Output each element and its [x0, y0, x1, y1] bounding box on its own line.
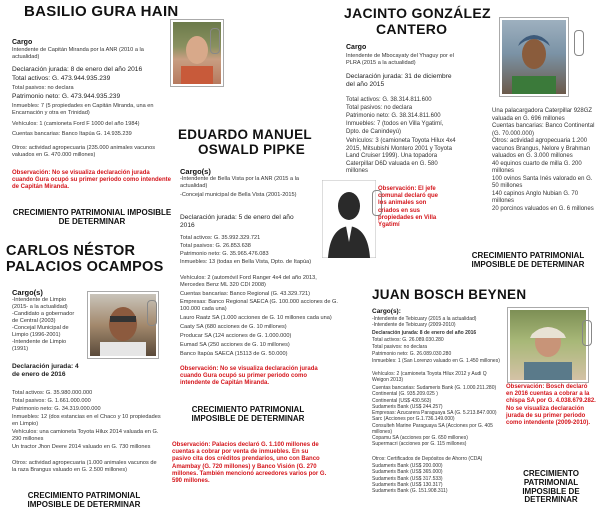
juan-cargo-list — [372, 316, 502, 329]
card-carlos — [4, 240, 164, 517]
juan-cuenta: Continental (G. 935.209.025 ) — [372, 391, 438, 398]
basilio-cuentas: Cuentas bancarias: Banco Itapúa G. 14.935.239 — [12, 131, 132, 137]
jacinto-declaracion: Declaración jurada: 31 de diciembre del año 2015 — [346, 73, 452, 88]
eduardo-observacion2: Observación: Palacios declaró G. 1.100 millones de cuentas a cobrar por venta de inmuebles. En su pasivo cita dos créditos prendarios, uno con Banco Amambay (G. 720 millones) y Banco Visión (G. 270 millones. También mencionó acreedores varios por G. 590 millones. — [172, 442, 327, 484]
carlos-otros: Otros: actividad agropecuaria (1.000 animales vacunos de la raza Brangus valuado en G. 2.500 millones) — [12, 460, 157, 473]
paperclip-icon — [210, 28, 220, 54]
jacinto-right-line: 40 equinos cuarto de milla G. 200 millones — [492, 160, 582, 174]
eduardo-cargo-label: Cargo(s) — [180, 167, 211, 176]
eduardo-accion: Producar SA (124 acciones de G. 1.000.000) — [180, 332, 292, 339]
carlos-name-line1: CARLOS NÉSTOR — [6, 243, 136, 259]
eduardo-accion: Eumad SA (250 acciones de G. 10 millones) — [180, 341, 290, 348]
carlos-patrimonio: Patrimonio neto: G. 34.319.000.000 — [12, 406, 101, 412]
carlos-activos: Total activos: G. 35.980.000.000 — [12, 390, 93, 396]
paperclip-icon — [582, 320, 592, 346]
jacinto-pasivos: Total pasivos: no declara — [346, 105, 413, 111]
jacinto-right-line: 140 capinos Anglo Nubian G. 70 millones — [492, 190, 579, 204]
eduardo-banner: CRECIMIENTO PATRIMONIAL IMPOSIBLE DE DETERMINAR — [191, 405, 305, 423]
jacinto-activos: Total activos: G. 38.314.811.600 — [346, 97, 432, 103]
juan-cargo-line: -Intendente de Tebicuary (2015 a la actualidad) — [372, 316, 477, 322]
jacinto-right-line: 20 porcinos valuados en G. 6 millones — [492, 205, 594, 212]
juan-banner: CRECIMIENTO PATRIMONIAL IMPOSIBLE DE DETERMINAR — [522, 469, 580, 505]
jacinto-name-line1: JACINTO GONZÁLEZ — [344, 5, 491, 21]
jacinto-inmuebles: Inmuebles: 7 (todos en Villa Ygatimí, Dpto. de Canindeyú) — [346, 121, 444, 135]
jacinto-right-line: Cuentas bancarias: Banco Continental (G. 70.000.000) — [492, 123, 595, 137]
eduardo-cuentas: Cuentas bancarias: Banco Regional (G. 43.329.721) — [180, 291, 310, 297]
basilio-banner: CRECIMIENTO PATRIMONIAL IMPOSIBLE DE DETERMINAR — [12, 208, 172, 226]
basilio-cargo-text: Intendente de Capitán Miranda por la ANR (2010 a la actualidad) — [12, 47, 144, 60]
basilio-declaracion: Declaración jurada: 8 de enero del año 2016 — [12, 66, 143, 73]
carlos-declaracion: Declaración jurada: 4 de enero de 2016 — [12, 363, 79, 378]
eduardo-accion: Caaty SA (680 acciones de G. 10 millones) — [180, 323, 287, 330]
juan-cargo-line: -Intendente de Tebicuary (2009-2010) — [372, 322, 456, 329]
jacinto-patrimonio: Patrimonio neto: G. 38.314.811.600 — [346, 113, 441, 119]
jacinto-banner: CRECIMIENTO PATRIMONIAL IMPOSIBLE DE DETERMINAR — [471, 251, 585, 269]
carlos-pasivos: Total pasivos: G. 1.661.000.000 — [12, 398, 91, 404]
carlos-cargo-line: -Candidato a gobernador de Central (2003) — [12, 310, 75, 324]
juan-observacion: Observación: Bosch declaró en 2016 cuentas a cobrar a la chispa SA por G. 4.038.679.282. No se visualiza declaración jurada de su primer periodo como intendente (2009-2010). — [506, 384, 596, 426]
juan-cuenta: Empresas: Azucarera Paraguaya SA (G. 5.213.847.000) — [372, 410, 497, 416]
juan-activos: Total activos: G. 26.089.030.280 — [372, 337, 444, 343]
carlos-cargo-line: -Concejal Municipal de Limpio (1996-2001) — [12, 324, 69, 338]
juan-cuenta: Cuentas bancarias: Sudameris Bank (G. 1.000.211.280) — [372, 385, 497, 391]
card-eduardo — [168, 122, 346, 517]
juan-cda: Sudameris Bank (US$ 317.533) — [372, 475, 443, 482]
carlos-vehiculos2: Un tractor Jhon Deere 2014 valuado en G. 730 millones — [12, 444, 151, 450]
carlos-cargo-line: -Intendente de Limpio (2015- a la actualidad) — [12, 297, 68, 310]
basilio-otros: Otros: actividad agropecuaria (235.000 animales vacunos valuados en G. 470.000 millones) — [12, 145, 156, 158]
carlos-cargo-list — [12, 297, 80, 353]
jacinto-right-line: Otros: actividad agropecuaria 1.200 vacunos Brangus, Nelore y Brahman valuados en G. 3.000 millones — [492, 138, 591, 159]
juan-inmuebles: Inmuebles: 1 (San Lorenzo valuado en G. 1.450 millones) — [372, 358, 500, 364]
carlos-name-line2: PALACIOS OCAMPOS — [6, 259, 164, 275]
carlos-cargo-label: Cargo(s) — [12, 288, 43, 297]
juan-otros-label: Otros: Certificados de Depósitos de Ahorro (CDA) — [372, 456, 483, 462]
eduardo-empresas: Empresas: Banco Regional SAECA (G. 100.000 acciones de G. 100.000 cada una) — [180, 299, 338, 312]
eduardo-pasivos: Total pasivos: G. 26.853.638 — [180, 243, 251, 249]
juan-cargo-label: Cargo(s): — [372, 308, 401, 315]
carlos-cargo-line: -Intendente de Limpio (1991) — [12, 338, 67, 352]
juan-cda: Sudameris Bank (US$ 130.317) — [372, 481, 443, 488]
juan-name: JUAN BOSCH BEYNEN — [372, 287, 527, 302]
juan-cuenta: Sudameris Bank (US$ 244.257) — [372, 403, 443, 410]
juan-cda: Sudameris Bank (US$ 200.000) — [372, 463, 443, 469]
eduardo-cargo-list — [180, 176, 312, 199]
basilio-pasivos: Total pasivos: no declara — [12, 85, 74, 91]
jacinto-name-line2: CANTERO — [376, 21, 448, 37]
basilio-inmuebles: Inmuebles: 7 (5 propiedades en Capitán Miranda, una en Encarnación y otra en Trinidad) — [12, 103, 154, 116]
jacinto-right-line: Una palacargadora Caterpillar 928GZ valuada en G. 696 millones — [492, 108, 593, 122]
juan-cuenta: Supermacri (acciones por G. 115 millones) — [372, 441, 467, 448]
eduardo-declaracion: Declaración jurada: 5 de enero del año 2016 — [180, 214, 294, 229]
juan-photo — [508, 308, 588, 382]
eduardo-acciones-list — [180, 315, 342, 358]
basilio-patrimonio: Patrimonio neto: G. 473.944.935.239 — [12, 93, 121, 100]
carlos-inmuebles: Inmuebles: 12 (dos estancias en el Chaco y 10 propiedades en Limpio) — [12, 414, 161, 427]
carlos-vehiculos: Vehículos: una camioneta Toyota Hilux 2014 valuada en G. 290 millones — [12, 429, 159, 442]
juan-cuentas-list — [372, 385, 502, 448]
basilio-observacion: Observación: No se visualiza declaración jurada cuando Gura ocupó su primer periodo como intendente de Capitán Miranda. — [12, 170, 172, 191]
juan-cuenta: Copamu SA (acciones por G. 650 millones) — [372, 435, 468, 441]
basilio-activos: Total activos: G. 473.944.935.239 — [12, 75, 111, 82]
jacinto-vehiculos: Vehículos: 3 (camioneta Toyota Hilux 4x4 2015, Mitsubishi Montero 2001 y Toyota Land Cruiser 1999). Una topadora Caterpillar D6D valuada en G. 580 millones — [346, 138, 456, 174]
juan-cuenta: Continental (US$ 430.563) — [372, 397, 432, 404]
eduardo-patrimonio: Patrimonio neto: G. 35.965.476.083 — [180, 251, 269, 257]
juan-cuenta: Consulteh Marine Paraguaya SA (Acciones por G. 405 millones) — [372, 422, 493, 435]
eduardo-name-line2: OSWALD PIPKE — [198, 142, 306, 157]
basilio-name: BASILIO GURA HAIN — [24, 3, 179, 20]
juan-patrimonio: Patrimonio neto: G. 26.089.030.280 — [372, 351, 452, 357]
card-jacinto — [338, 0, 600, 300]
juan-declaracion: Declaración jurada: 8 de enero del año 2016 — [372, 330, 477, 336]
eduardo-inmuebles: Inmuebles: 13 (todas en Bella Vista, Dpto. de Itapúa) — [180, 259, 312, 265]
eduardo-cargo-line: -Intendente de Bella Vista por la ANR (2015 a la actualidad) — [180, 176, 299, 189]
juan-pasivos: Total pasivos: no declara — [372, 344, 428, 350]
basilio-vehiculos: Vehículos: 1 (camioneta Ford F 1000 del año 1984) — [12, 121, 140, 127]
eduardo-observacion: Observación: No se visualiza declaración jurada cuando Gura ocupó su primer periodo como intendente de Capitán Miranda. — [180, 366, 318, 387]
eduardo-accion: Banco Itapúa SAECA (15113 de G. 50.000) — [180, 350, 288, 357]
carlos-banner: CRECIMIENTO PATRIMONIAL IMPOSIBLE DE DETERMINAR — [27, 491, 141, 509]
jacinto-cargo-label: Cargo — [346, 44, 367, 51]
basilio-cargo-label: Cargo — [12, 39, 33, 46]
juan-cuenta: Sarc (Acciones por G.1.736.149.000) — [372, 416, 455, 423]
eduardo-name-line1: EDUARDO MANUEL — [178, 127, 312, 142]
jacinto-right-column — [492, 108, 596, 213]
jacinto-photo — [500, 18, 568, 96]
eduardo-activos: Total activos: G. 35.992.329.721 — [180, 235, 261, 241]
juan-cda-list — [372, 463, 502, 494]
paperclip-icon — [147, 300, 157, 326]
eduardo-vehiculos: Vehículos: 2 (automóvil Ford Ranger 4x4 del año 2013, Mercedes Benz ML 320 CDI 2008) — [180, 275, 317, 288]
jacinto-cargo-text: Intendente de Mbocayaty del Yhaguy por el PLRA (2015 a la actualidad) — [346, 53, 454, 66]
juan-vehiculos: Vehículos: 2 (camioneta Toyota Hilux 2012 y Audi Q Weigon 2013) — [372, 371, 487, 384]
card-juan — [364, 284, 600, 517]
jacinto-right-line: 100 ovinos Santa Inés valorado en G. 50 millones — [492, 175, 593, 189]
jacinto-observacion: Observación: El jefe comunal declaró que los animales son criados en sus propiedades en Villa Ygatimí — [378, 186, 439, 228]
juan-cda: Sudameris Bank (US$ 365.000) — [372, 469, 443, 476]
eduardo-accion: Lauro Raatz SA (1.000 acciones de G. 10 millones cada una) — [180, 315, 332, 321]
paperclip-icon — [574, 30, 584, 56]
juan-cda: Sudameris Bank (G. 151.908.311) — [372, 488, 448, 494]
eduardo-cargo-line: -Concejal municipal de Bella Vista (2001-2015) — [180, 191, 297, 198]
